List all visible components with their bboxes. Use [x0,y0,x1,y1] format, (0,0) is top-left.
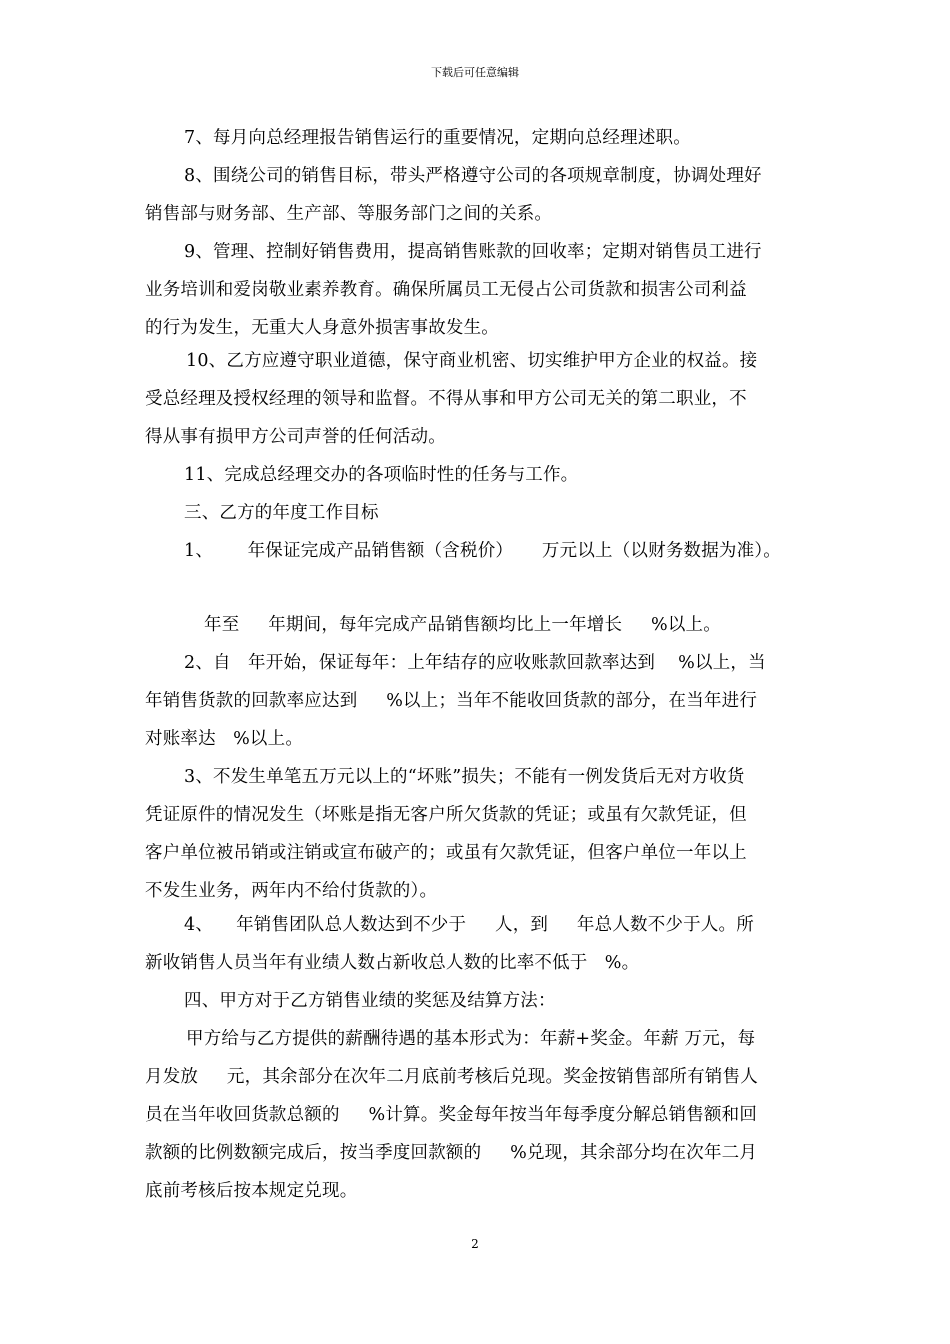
compensation-line-2: 月发放 元，其余部分在次年二月底前考核后兑现。奖金按销售部所有销售人 [145,1067,758,1087]
list-item-9-line-2: 业务培训和爱岗敬业素养教育。确保所属员工无侵占公司货款和损害公司利益 [145,280,747,300]
goal-item-3-line-1: 3、不发生单笔五万元以上的“坏账”损失；不能有一例发货后无对方收货 [184,767,745,787]
compensation-line-3: 员在当年收回货款总额的 %计算。奖金每年按当年每季度分解总销售额和回 [145,1105,758,1125]
page-header: 下载后可任意编辑 [431,66,519,79]
goal-item-3-line-4: 不发生业务，两年内不给付货款的）。 [145,881,438,901]
compensation-line-4: 款额的比例数额完成后，按当季度回款额的 %兑现，其余部分均在次年二月 [145,1143,758,1163]
list-item-7: 7、每月向总经理报告销售运行的重要情况，定期向总经理述职。 [184,128,691,148]
list-item-10-line-1: 10、乙方应遵守职业道德，保守商业机密、切实维护甲方企业的权益。接 [186,351,758,371]
compensation-line-1: 甲方给与乙方提供的薪酬待遇的基本形式为：年薪+奖金。年薪 万元，每 [186,1029,756,1049]
goal-item-1-continued: 年至 年期间，每年完成产品销售额均比上一年增长 %以上。 [204,615,721,635]
list-item-10-line-3: 得从事有损甲方公司声誉的任何活动。 [145,427,446,447]
goal-item-1: 1、 年保证完成产品销售额（含税价） 万元以上（以财务数据为准）。 [184,541,781,561]
list-item-9-line-1: 9、管理、控制好销售费用，提高销售账款的回收率；定期对销售员工进行 [184,242,762,262]
goal-item-2-line-1: 2、自 年开始，保证每年：上年结存的应收账款回款率达到 %以上，当 [184,653,766,673]
goal-item-2-line-2: 年销售货款的回款率应达到 %以上；当年不能收回货款的部分，在当年进行 [145,691,758,711]
list-item-11: 11、完成总经理交办的各项临时性的任务与工作。 [184,465,579,485]
list-item-10-line-2: 受总经理及授权经理的领导和监督。不得从事和甲方公司无关的第二职业，不 [145,389,747,409]
list-item-9-line-3: 的行为发生，无重大人身意外损害事故发生。 [145,318,499,338]
list-item-8-line-1: 8、围绕公司的销售目标，带头严格遵守公司的各项规章制度，协调处理好 [184,166,762,186]
goal-item-3-line-3: 客户单位被吊销或注销或宣布破产的；或虽有欠款凭证，但客户单位一年以上 [145,843,747,863]
goal-item-4-line-2: 新收销售人员当年有业绩人数占新收总人数的比率不低于 %。 [145,953,640,973]
list-item-8-line-2: 销售部与财务部、生产部、等服务部门之间的关系。 [145,204,553,224]
compensation-line-5: 底前考核后按本规定兑现。 [145,1181,358,1201]
goal-item-4-line-1: 4、 年销售团队总人数达到不少于 人，到 年总人数不少于人。所 [184,915,754,935]
goal-item-3-line-2: 凭证原件的情况发生（坏账是指无客户所欠货款的凭证；或虽有欠款凭证，但 [145,805,747,825]
goal-item-2-line-3: 对账率达 %以上。 [145,729,304,749]
section-heading-4: 四、甲方对于乙方销售业绩的奖惩及结算方法： [184,991,556,1011]
page-number: 2 [471,1237,479,1251]
section-heading-3: 三、乙方的年度工作目标 [184,503,379,523]
